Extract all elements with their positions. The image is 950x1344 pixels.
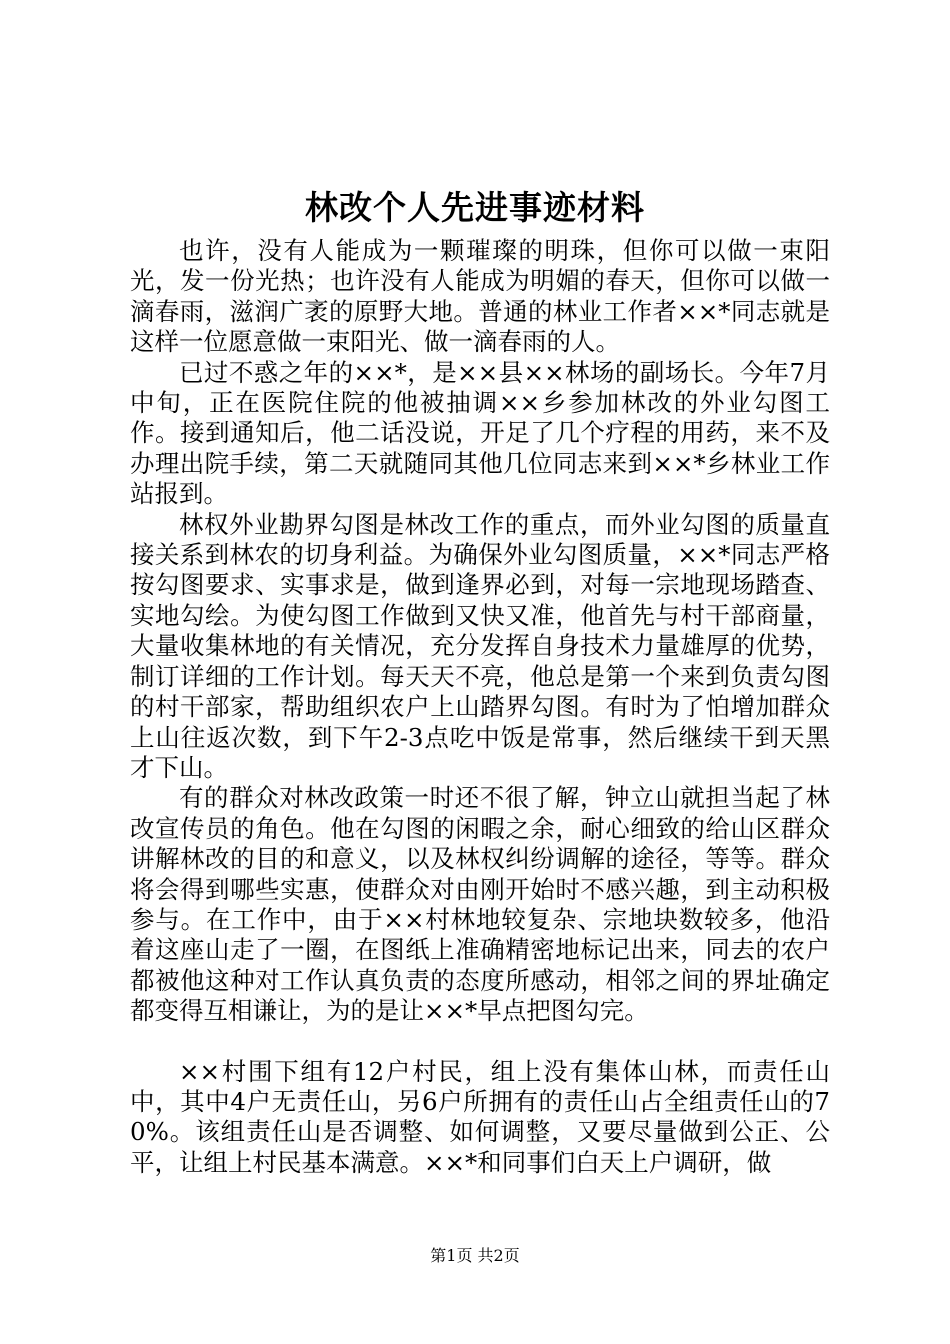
paragraph-4: 有的群众对林改政策一时还不很了解，钟立山就担当起了林改宣传员的角色。他在勾图的闲暇之余，耐心细致的给山区群众讲解林改的目的和意义，以及林权纠纷调解的途径，等等。群众将会得到哪些实惠，使群众对由刚开始时不感兴趣，到主动积极参与。在工作中，由于××村林地较复杂、宗地块数较多，他沿着这座山走了一圈，在图纸上准确精密地标记出来，同去的农户都被他这种对工作认真负责的态度所感动，相邻之间的界址确定都变得互相谦让，为的是让××*早点把图勾完。: [130, 783, 830, 1026]
paragraph-2: 已过不惑之年的××*，是××县××林场的副场长。今年7月中旬，正在医院住院的他被抽调××乡参加林改的外业勾图工作。接到通知后，他二话没说，开足了几个疗程的用药，来不及办理出院手续，第二天就随同其他几位同志来到××*乡林业工作站报到。: [130, 357, 830, 509]
paragraph-5: ××村围下组有12户村民，组上没有集体山林，而责任山中，其中4户无责任山，另6户所拥有的责任山占全组责任山的70%。该组责任山是否调整、如何调整，又要尽量做到公正、公平，让组上村民基本满意。××*和同事们白天上户调研，做: [130, 1056, 830, 1177]
paragraph-1: 也许，没有人能成为一颗璀璨的明珠，但你可以做一束阳光，发一份光热；也许没有人能成为明媚的春天，但你可以做一滴春雨，滋润广袤的原野大地。普通的林业工作者××*同志就是这样一位愿意做一束阳光、做一滴春雨的人。: [130, 236, 830, 357]
document-body: [130, 236, 830, 1178]
document-title: 林改个人先进事迹材料: [305, 188, 645, 227]
paragraph-3: 林权外业勘界勾图是林改工作的重点，而外业勾图的质量直接关系到林农的切身利益。为确保外业勾图质量，××*同志严格按勾图要求、实事求是，做到逢界必到，对每一宗地现场踏查、实地勾绘。为使勾图工作做到又快又准，他首先与村干部商量，大量收集林地的有关情况，充分发挥自身技术力量雄厚的优势，制订详细的工作计划。每天天不亮，他总是第一个来到负责勾图的村干部家，帮助组织农户上山踏界勾图。有时为了怕增加群众上山往返次数，到下午2-3点吃中饭是常事，然后继续干到天黑才下山。: [130, 509, 830, 782]
page-footer: 第1页 共2页: [430, 1246, 520, 1265]
